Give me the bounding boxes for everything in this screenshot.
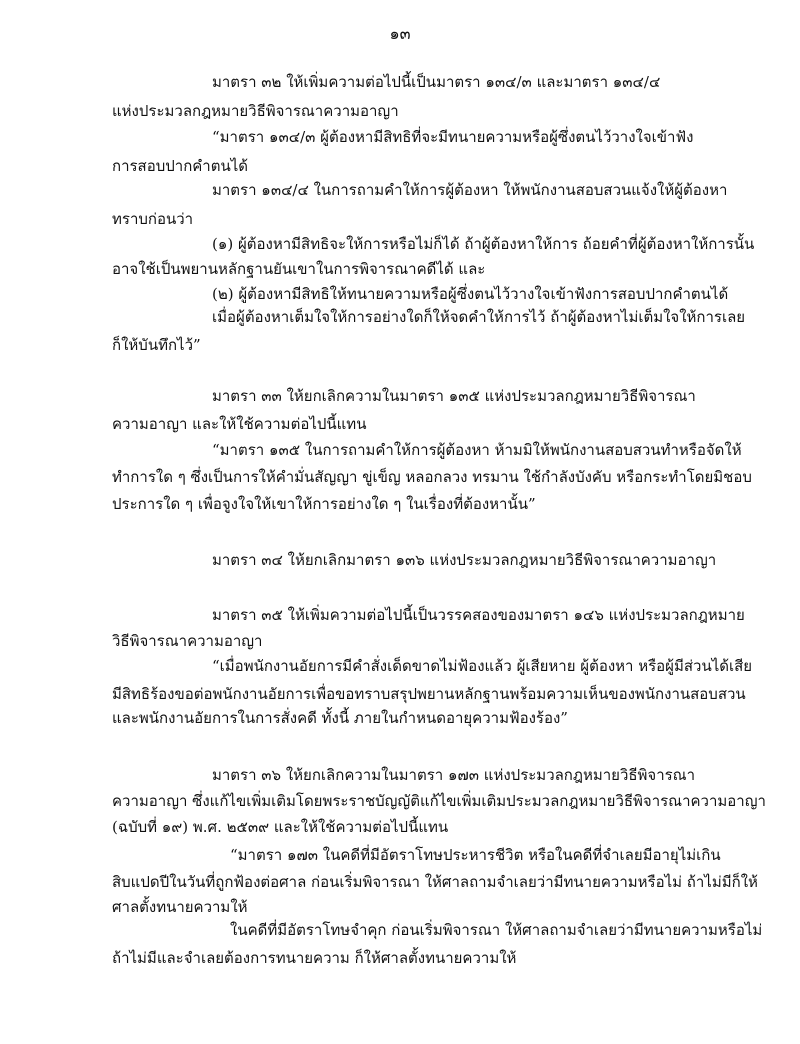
section-135-line-3: ประการใด ๆ เพื่อจูงใจให้เขาให้การอย่างใด ๆ ในเรื่องที่ต้องหานั้น” xyxy=(112,495,536,513)
section-173-line-2: สิบแปดปีในวันที่ถูกฟ้องต่อศาล ก่อนเริ่มพิจารณา ให้ศาลถามจำเลยว่ามีทนายความหรือไม่ ถ้าไม่มีก็ให้ xyxy=(112,873,758,891)
page-number: ๑๓ xyxy=(389,24,411,43)
section-35-line-2: วิธีพิจารณาความอาญา xyxy=(112,632,263,650)
section-135-line-1: “มาตรา ๑๓๕ ในการถามคำให้การผู้ต้องหา ห้ามมิให้พนักงานสอบสวนทำหรือจัดให้ xyxy=(212,441,742,459)
section-32-line-2: แห่งประมวลกฎหมายวิธีพิจารณาความอาญา xyxy=(112,102,399,120)
section-34-line-1: มาตรา ๓๔ ให้ยกเลิกมาตรา ๑๓๖ แห่งประมวลกฎหมายวิธีพิจารณาความอาญา xyxy=(212,551,717,569)
section-36-line-3: (ฉบับที่ ๑๙) พ.ศ. ๒๕๓๙ และให้ใช้ความต่อไปนี้แทน xyxy=(112,818,449,836)
section-146-paragraph-line-2: มีสิทธิร้องขอต่อพนักงานอัยการเพื่อขอทราบสรุปพยานหลักฐานพร้อมความเห็นของพนักงานสอบสวน xyxy=(112,685,746,703)
section-135-line-2: ทำการใด ๆ ซึ่งเป็นการให้คำมั่นสัญญา ขู่เข็ญ หลอกลวง ทรมาน ใช้กำลังบังคับ หรือกระทำโดยมิชอบ xyxy=(112,468,752,486)
section-134-4-line-2: ทราบก่อนว่า xyxy=(112,210,194,228)
item-2-line-2: เมื่อผู้ต้องหาเต็มใจให้การอย่างใดก็ให้จดคำให้การไว้ ถ้าผู้ต้องหาไม่เต็มใจให้การเลย xyxy=(212,308,746,326)
section-173-line-4: ในคดีที่มีอัตราโทษจำคุก ก่อนเริ่มพิจารณา ให้ศาลถามจำเลยว่ามีทนายความหรือไม่ xyxy=(230,921,763,939)
item-1-line-2: อาจใช้เป็นพยานหลักฐานยันเขาในการพิจารณาคดีได้ และ xyxy=(112,260,486,278)
section-173-line-3: ศาลตั้งทนายความให้ xyxy=(112,898,248,916)
section-35-line-1: มาตรา ๓๕ ให้เพิ่มความต่อไปนี้เป็นวรรคสองของมาตรา ๑๔๖ แห่งประมวลกฎหมาย xyxy=(212,606,745,624)
section-134-3-line-1: “มาตรา ๑๓๔/๓ ผู้ต้องหามีสิทธิที่จะมีทนายความหรือผู้ซึ่งตนไว้วางใจเข้าฟัง xyxy=(212,128,694,146)
section-146-paragraph-line-3: และพนักงานอัยการในการสั่งคดี ทั้งนี้ ภายในกำหนดอายุความฟ้องร้อง” xyxy=(112,709,568,727)
section-173-line-1: “มาตรา ๑๗๓ ในคดีที่มีอัตราโทษประหารชีวิต หรือในคดีที่จำเลยมีอายุไม่เกิน xyxy=(230,846,721,864)
item-2-line-1: (๒) ผู้ต้องหามีสิทธิให้ทนายความหรือผู้ซึ่งตนไว้วางใจเข้าฟังการสอบปากคำตนได้ xyxy=(212,285,729,303)
section-146-paragraph-line-1: “เมื่อพนักงานอัยการมีคำสั่งเด็ดขาดไม่ฟ้องแล้ว ผู้เสียหาย ผู้ต้องหา หรือผู้มีส่วนได้เสีย xyxy=(212,657,753,675)
section-33-line-2: ความอาญา และให้ใช้ความต่อไปนี้แทน xyxy=(112,415,367,433)
section-32-line-1: มาตรา ๓๒ ให้เพิ่มความต่อไปนี้เป็นมาตรา ๑๓๔/๓ และมาตรา ๑๓๔/๔ xyxy=(212,73,661,91)
section-173-line-5: ถ้าไม่มีและจำเลยต้องการทนายความ ก็ให้ศาลตั้งทนายความให้ xyxy=(112,949,517,967)
section-134-3-line-2: การสอบปากคำตนได้ xyxy=(112,157,249,175)
item-2-line-3: ก็ให้บันทึกไว้” xyxy=(112,336,201,354)
section-36-line-1: มาตรา ๓๖ ให้ยกเลิกความในมาตรา ๑๗๓ แห่งประมวลกฎหมายวิธีพิจารณา xyxy=(212,766,696,784)
item-1-line-1: (๑) ผู้ต้องหามีสิทธิจะให้การหรือไม่ก็ได้ ถ้าผู้ต้องหาให้การ ถ้อยคำที่ผู้ต้องหาให้การนั้น xyxy=(212,235,755,253)
section-134-4-line-1: มาตรา ๑๓๔/๔ ในการถามคำให้การผู้ต้องหา ให้พนักงานสอบสวนแจ้งให้ผู้ต้องหา xyxy=(212,181,728,199)
section-36-line-2: ความอาญา ซึ่งแก้ไขเพิ่มเติมโดยพระราชบัญญัติแก้ไขเพิ่มเติมประมวลกฎหมายวิธีพิจารณาความอาญา xyxy=(112,792,766,810)
section-33-line-1: มาตรา ๓๓ ให้ยกเลิกความในมาตรา ๑๓๕ แห่งประมวลกฎหมายวิธีพิจารณา xyxy=(212,387,696,405)
